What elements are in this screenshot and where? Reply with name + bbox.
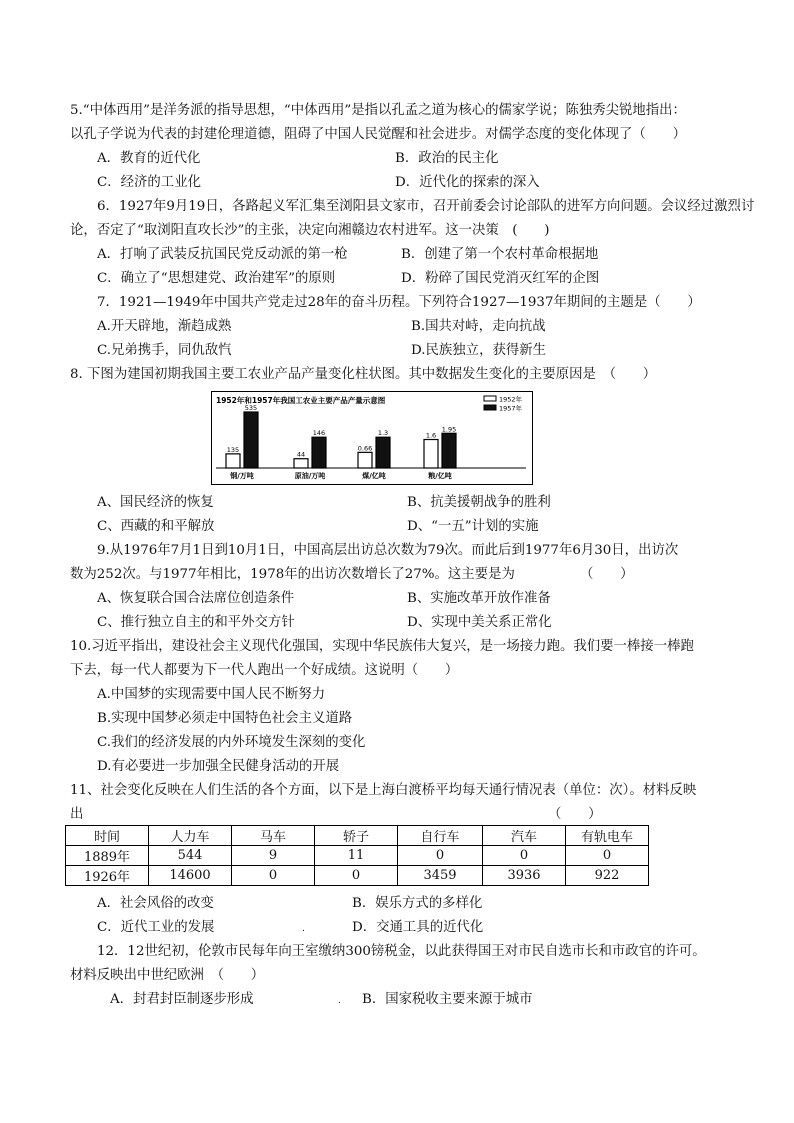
stray-dot: . bbox=[302, 924, 305, 934]
q9-option-c: C、推行独立自主的和平外交方针 bbox=[97, 615, 295, 630]
bar bbox=[294, 459, 308, 468]
q5-stem-line1: 5.“中体西用”是洋务派的指导思想，“中体西用”是指以孔孟之道为核心的儒家学说；陈独秀尖锐地指出： bbox=[70, 103, 686, 118]
q6-stem-line2: 论，否定了“取浏阳直攻长沙”的主张，决定向湘赣边农村进军。这一决策 ( ) bbox=[70, 223, 550, 238]
category-label: 粮/亿吨 bbox=[428, 472, 452, 480]
table-header-row bbox=[66, 826, 649, 846]
bar-chart-svg bbox=[212, 392, 532, 484]
q9-stem-line2: 数为252次。与1977年相比，1978年的出访次数增长了27%。这主要是为 bbox=[70, 567, 515, 582]
q8-option-b: B、抗美援朝战争的胜利 bbox=[407, 495, 551, 510]
table-cell: 1926年 bbox=[66, 866, 149, 886]
data-label: 44 bbox=[296, 450, 306, 459]
bar bbox=[442, 433, 456, 468]
q5-stem-line2: 以孔子学说为代表的封建伦理道德，阻碍了中国人民觉醒和社会进步。对儒学态度的变化体现了（ ） bbox=[70, 127, 686, 142]
legend-swatch bbox=[484, 396, 496, 401]
q11-stem-line1: 11、社会变化反映在人们生活的各个方面，以下是上海白渡桥平均每天通行情况表（单位：次）。材料反映 bbox=[70, 783, 697, 798]
q7-option-c: C.兄弟携手，同仇敌忾 bbox=[97, 343, 232, 358]
q11-answer-paren: （ ） bbox=[548, 807, 602, 822]
q5-option-b: B．政治的民主化 bbox=[395, 151, 499, 166]
q5-option-c: C．经济的工业化 bbox=[97, 175, 201, 190]
q8-stem: 8. 下图为建国初期我国主要工农业产品产量变化柱状图。其中数据发生变化的主要原因是 （ ） bbox=[70, 367, 657, 382]
table-cell: 0 bbox=[483, 846, 566, 866]
q9-option-a: A、恢复联合国合法席位创造条件 bbox=[97, 591, 295, 606]
q8-option-c: C、西藏的和平解放 bbox=[97, 519, 215, 534]
category-label: 原油/万吨 bbox=[294, 472, 326, 480]
legend-label: 1952年 bbox=[499, 395, 523, 404]
traffic-table bbox=[65, 825, 649, 886]
table-row bbox=[66, 846, 649, 866]
q12-stem-line1: 12．12世纪初，伦敦市民每年向王室缴纳300镑税金，以此获得国王对市民自选市长和市政官的许可。 bbox=[97, 944, 706, 959]
q6-option-d: D．粉碎了国民党消灭红军的企图 bbox=[401, 271, 600, 286]
q10-option-c: C.我们的经济发展的内外环境发生深刻的变化 bbox=[97, 735, 366, 750]
data-label: 146 bbox=[312, 429, 326, 438]
q9-option-d: D、实现中美关系正常化 bbox=[407, 615, 552, 630]
q10-option-a: A.中国梦的实现需要中国人民不断努力 bbox=[97, 687, 326, 702]
q9-stem-line1: 9.从1976年7月1日到10月1日，中国高层出访总次数为79次。而此后到1977年6月30日，出访次 bbox=[97, 543, 679, 558]
data-label: 1.95 bbox=[441, 425, 457, 434]
q12-stem-line2: 材料反映出中世纪欧洲 （ ） bbox=[70, 968, 265, 983]
table-cell: 544 bbox=[149, 846, 232, 866]
table-cell: 3459 bbox=[398, 866, 483, 886]
chart-title: 1952年和1957年我国工农业主要产品产量示意图 bbox=[216, 396, 386, 405]
q5-option-a: A．教育的近代化 bbox=[97, 151, 201, 166]
q6-stem-line1: 6．1927年9月19日，各路起义军汇集至浏阳县文家市，召开前委会讨论部队的进军方向问题。会议经过激烈讨 bbox=[97, 199, 755, 214]
q6-option-c: C．确立了“思想建党、政治建军”的原则 bbox=[97, 271, 336, 286]
table-row bbox=[66, 866, 649, 886]
production-bar-chart bbox=[211, 391, 533, 485]
q7-option-d: D.民族独立，获得新生 bbox=[411, 343, 547, 358]
q10-option-b: B.实现中国梦必须走中国特色社会主义道路 bbox=[97, 711, 353, 726]
table-header-cell: 人力车 bbox=[149, 826, 232, 846]
q8-option-a: A、国民经济的恢复 bbox=[97, 495, 214, 510]
bar bbox=[424, 440, 438, 468]
q9-answer-paren: （ ） bbox=[580, 567, 634, 582]
q6-option-a: A．打响了武装反抗国民党反动派的第一枪 bbox=[97, 247, 348, 262]
q12-option-b: B．国家税收主要来源于城市 bbox=[362, 992, 533, 1007]
table-cell: 9 bbox=[232, 846, 315, 866]
table-cell: 0 bbox=[566, 846, 649, 866]
table-cell: 3936 bbox=[483, 866, 566, 886]
data-label: 1.6 bbox=[425, 431, 437, 440]
table-cell: 0 bbox=[232, 866, 315, 886]
stray-dot: . bbox=[338, 996, 341, 1006]
q7-option-b: B.国共对峙，走向抗战 bbox=[411, 319, 546, 334]
data-label: 535 bbox=[244, 404, 258, 412]
table-cell: 1889年 bbox=[66, 846, 149, 866]
table-header-cell: 自行车 bbox=[398, 826, 483, 846]
q12-option-a: A．封君封臣制逐步形成 bbox=[110, 992, 254, 1007]
q9-option-b: B、实施改革开放作准备 bbox=[407, 591, 551, 606]
table-header-cell: 汽车 bbox=[483, 826, 566, 846]
q7-stem: 7．1921—1949年中国共产党走过28年的奋斗历程。下列符合1927—1937年期间的主题是（ ） bbox=[97, 295, 701, 310]
q6-option-b: B．创建了第一个农村革命根据地 bbox=[401, 247, 599, 262]
data-label: 135 bbox=[226, 445, 240, 454]
q11-stem-line2: 出 bbox=[70, 807, 84, 822]
q7-option-a: A.开天辟地，渐趋成熟 bbox=[97, 319, 232, 334]
q10-option-d: D.有必要进一步加强全民健身活动的开展 bbox=[97, 759, 340, 774]
q11-option-a: A．社会风俗的改变 bbox=[97, 896, 214, 911]
table-cell: 0 bbox=[315, 866, 398, 886]
q10-stem-line2: 下去，每一代人都要为下一代人跑出一个好成绩。这说明（ ） bbox=[70, 663, 459, 678]
table-cell: 11 bbox=[315, 846, 398, 866]
bar bbox=[312, 437, 326, 468]
bar bbox=[244, 412, 258, 468]
table-header-cell: 有轨电车 bbox=[566, 826, 649, 846]
legend-label: 1957年 bbox=[499, 404, 523, 413]
table-cell: 14600 bbox=[149, 866, 232, 886]
category-label: 煤/亿吨 bbox=[362, 472, 386, 480]
q10-stem-line1: 10.习近平指出，建设社会主义现代化强国，实现中华民族伟大复兴，是一场接力跑。我们要一棒接一棒跑 bbox=[70, 639, 694, 654]
table-cell: 922 bbox=[566, 866, 649, 886]
data-label: 0.66 bbox=[357, 444, 373, 453]
data-label: 1.3 bbox=[377, 429, 389, 438]
table-header-cell: 轿子 bbox=[315, 826, 398, 846]
category-label: 钢/万吨 bbox=[230, 472, 254, 480]
q11-option-b: B．娱乐方式的多样化 bbox=[352, 896, 483, 911]
bar bbox=[226, 454, 240, 468]
bar bbox=[376, 437, 390, 468]
bar bbox=[358, 452, 372, 468]
table-cell: 0 bbox=[398, 846, 483, 866]
table-header-cell: 马车 bbox=[232, 826, 315, 846]
table-header-cell: 时间 bbox=[66, 826, 149, 846]
q11-option-d: D．交通工具的近代化 bbox=[352, 920, 484, 935]
q8-option-d: D、“一五”计划的实施 bbox=[407, 519, 539, 534]
q5-option-d: D．近代化的探索的深入 bbox=[395, 175, 540, 190]
legend-swatch bbox=[484, 405, 496, 410]
q11-option-c: C．近代工业的发展 bbox=[97, 920, 215, 935]
